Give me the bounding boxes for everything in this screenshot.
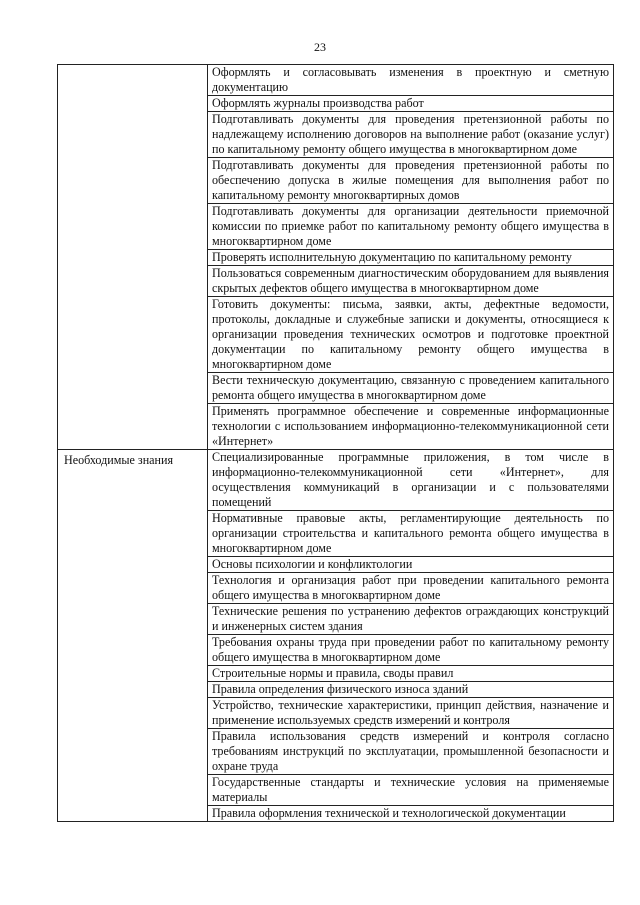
competency-table [57, 64, 614, 822]
knowledge-item: Основы психологии и конфликтологии [208, 557, 614, 573]
skill-item: Применять программное обеспечение и современные информационные технологии с использованием информационно-телекоммуникационной сети «Интернет» [208, 404, 614, 450]
table-row [58, 65, 614, 96]
skill-item: Готовить документы: письма, заявки, акты, дефектные ведомости, протоколы, докладные и служебные записки и документы, относящиеся к организации проведения технических осмотров и подготовке проектной документации по капитальному ремонту общего имущества в многоквартирном доме [208, 297, 614, 373]
page-number: 23 [314, 40, 326, 54]
section-label-cell [58, 65, 208, 450]
knowledge-item: Правила определения физического износа зданий [208, 682, 614, 698]
knowledge-item: Правила использования средств измерений и контроля согласно требованиям инструкций по эксплуатации, промышленной безопасности и охране труда [208, 729, 614, 775]
knowledge-item: Требования охраны труда при проведении работ по капитальному ремонту общего имущества в многоквартирном доме [208, 635, 614, 666]
skill-item: Подготавливать документы для проведения претензионной работы по надлежащему исполнению договоров на выполнение работ (оказание услуг) по капитальному ремонту общего имущества в многоквартирном доме [208, 112, 614, 158]
table-row [58, 450, 614, 511]
section-label-required-knowledge: Необходимые знания [58, 450, 208, 822]
knowledge-item: Специализированные программные приложения, в том числе в информационно-телекоммуникационной сети «Интернет», для осуществления коммуникаций в организации и с пользователями помещений [208, 450, 614, 511]
knowledge-item: Государственные стандарты и технические условия на применяемые материалы [208, 775, 614, 806]
knowledge-item: Нормативные правовые акты, регламентирующие деятельность по организации строительства и капитального ремонта общего имущества в многоквартирном доме [208, 511, 614, 557]
skill-item: Вести техническую документацию, связанную с проведением капитального ремонта общего имущества в многоквартирном доме [208, 373, 614, 404]
knowledge-item: Устройство, технические характеристики, принцип действия, назначение и применение используемых средств измерений и контроля [208, 698, 614, 729]
skill-item: Оформлять журналы производства работ [208, 96, 614, 112]
knowledge-item: Строительные нормы и правила, своды правил [208, 666, 614, 682]
skill-item: Подготавливать документы для проведения претензионной работы по обеспечению допуска в жилые помещения для выполнения работ по капитальному ремонту многоквартирных домов [208, 158, 614, 204]
skill-item: Проверять исполнительную документацию по капитальному ремонту [208, 250, 614, 266]
skill-item: Подготавливать документы для организации деятельности приемочной комиссии по приемке работ по капитальному ремонту общего имущества в многоквартирном доме [208, 204, 614, 250]
skill-item: Пользоваться современным диагностическим оборудованием для выявления скрытых дефектов общего имущества в многоквартирном доме [208, 266, 614, 297]
knowledge-item: Технические решения по устранению дефектов ограждающих конструкций и инженерных систем здания [208, 604, 614, 635]
knowledge-item: Технология и организация работ при проведении капитального ремонта общего имущества в многоквартирном доме [208, 573, 614, 604]
knowledge-item: Правила оформления технической и технологической документации [208, 806, 614, 822]
skill-item: Оформлять и согласовывать изменения в проектную и сметную документацию [208, 65, 614, 96]
